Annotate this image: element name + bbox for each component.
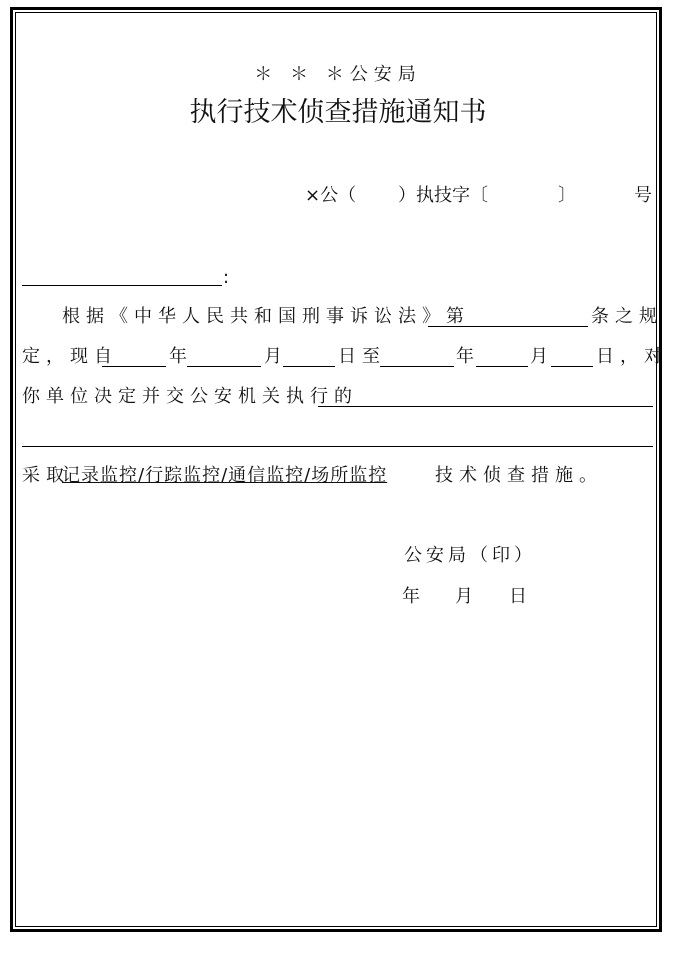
body-line5-start: 采取 xyxy=(22,465,70,486)
article-blank[interactable] xyxy=(428,326,588,327)
addressee-blank[interactable] xyxy=(22,285,222,286)
body-line2-end: 日，对 xyxy=(596,346,668,367)
doc-number-prefix: ×公（ xyxy=(305,185,357,206)
body-line1-start: 根据《中华人民共和国刑事诉讼法》第 xyxy=(62,306,470,327)
doc-number-bracket-close: 〕 xyxy=(558,185,576,206)
body-line2-start: 定，现自 xyxy=(22,346,118,367)
sign-year: 年 xyxy=(402,586,420,607)
doc-number-suffix: 号 xyxy=(634,185,652,206)
start-month-label: 月 xyxy=(264,346,282,367)
end-day-blank[interactable] xyxy=(551,366,593,367)
body-line1-end: 条之规 xyxy=(591,306,663,327)
start-month-blank[interactable] xyxy=(187,366,261,367)
body-line5-end: 技术侦查措施。 xyxy=(435,465,603,486)
addressee-colon: : xyxy=(223,267,230,288)
end-month-label: 月 xyxy=(530,346,548,367)
body-line3: 你单位决定并交公安机关执行的 xyxy=(22,386,358,407)
issuer-seal: 公安局（印） xyxy=(404,545,536,566)
issuing-bureau: ＊ ＊ ＊公安局 xyxy=(254,64,422,85)
sign-day: 日 xyxy=(509,586,527,607)
doc-number-middle: ）执技字〔 xyxy=(398,185,488,206)
end-month-blank[interactable] xyxy=(476,366,528,367)
document-title: 执行技术侦查措施通知书 xyxy=(189,97,487,128)
start-year-label: 年 xyxy=(169,346,187,367)
measures-options: 记录监控/行踪监控/通信监控/场所监控 xyxy=(62,465,388,486)
case-blank[interactable] xyxy=(318,406,653,407)
day-to-label: 日至 xyxy=(338,346,386,367)
end-year-blank[interactable] xyxy=(380,366,454,367)
end-year-label: 年 xyxy=(456,346,474,367)
sign-month: 月 xyxy=(455,586,473,607)
case-blank-continued[interactable] xyxy=(22,446,653,447)
start-year-blank[interactable] xyxy=(102,366,166,367)
start-day-blank[interactable] xyxy=(283,366,335,367)
